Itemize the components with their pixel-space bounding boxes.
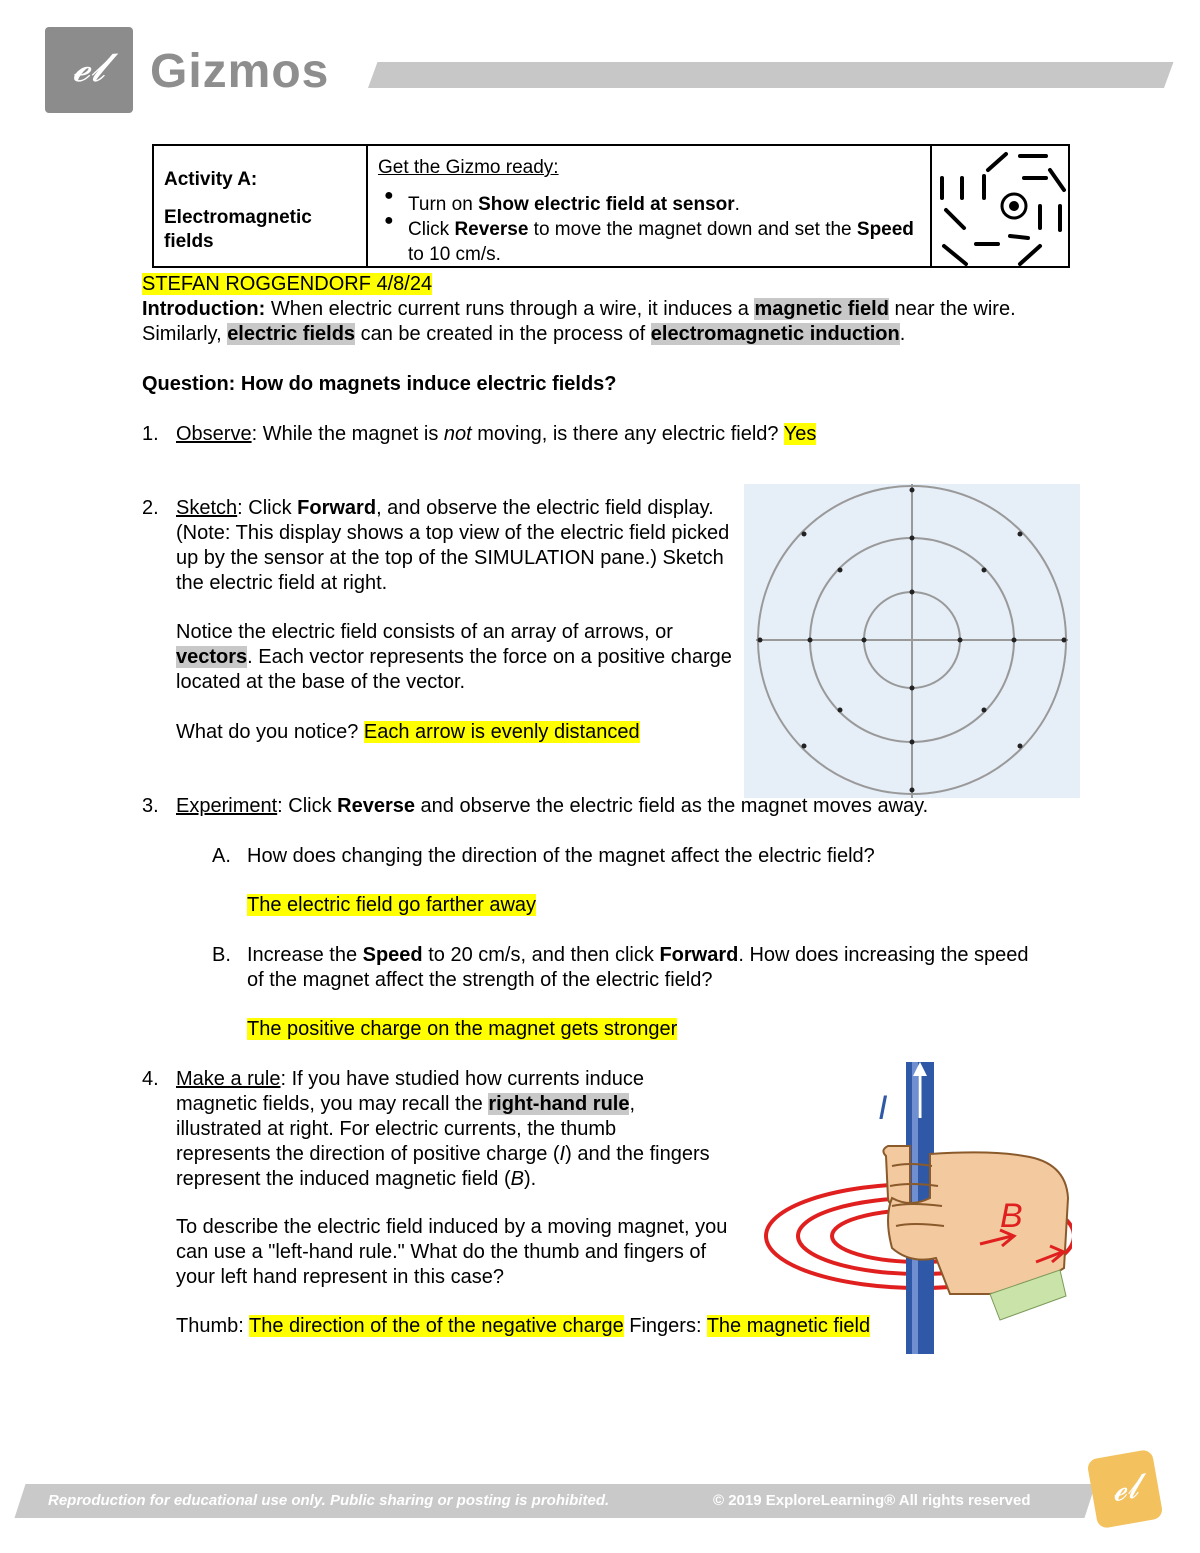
footer-logo: 𝓮𝓵 [1108,1467,1142,1509]
term-magnetic-field: magnetic field [754,298,889,320]
term-vectors: vectors [176,646,248,668]
q4-thumb-answer: The direction of the of the negative charge [249,1315,624,1337]
q4-text: Make a rule: If you have studied how currents induce magnetic fields, you may recall the right-hand rule, illustrated at right. For electric currents, the thumb represents the direction of positive charge (I) and the fingers represent the induced magnetic field (B). [176,1068,710,1190]
ready-heading: Get the Gizmo ready: [378,157,559,178]
activity-title: Activity A: [164,169,258,190]
electric-field-display [744,484,1080,798]
bullet-icon: ● [384,187,394,204]
gizmo-ready-cell [368,146,932,266]
introduction: Introduction: When electric current runs through a wire, it induces a magnetic field near the wire. Similarly, electric fields can be created in the process of electromagnetic induction. [142,298,1016,345]
figure-label-field: B [1000,1197,1023,1235]
term-electric-fields: electric fields [227,323,356,345]
q4-left-hand-rule: To describe the electric field induced by a moving magnet, you can use a "left-hand rule." What do the thumb and fingers of your left hand represent in this case? [176,1216,728,1288]
q3a-answer: The electric field go farther away [247,894,537,916]
bullet-1: Turn on Show electric field at sensor. [408,194,740,215]
q4-fingers-answer: The magnetic field [706,1315,871,1337]
activity-title-cell [154,146,368,266]
activity-subtitle: Electromagnetic fields [164,207,312,252]
q2-answer: Each arrow is evenly distanced [363,721,640,743]
q3a-question: How does changing the direction of the magnet affect the electric field? [247,845,875,867]
bullet-2: Click Reverse to move the magnet down and set the Speed to 10 cm/s. [408,219,914,265]
student-name: STEFAN ROGGENDORF 4/8/24 [142,273,433,295]
explorelearning-logo: 𝓮𝓵 [72,45,106,91]
q3a-letter: A. [212,845,231,867]
brand-title: Gizmos [150,45,330,98]
bullet-icon: ● [384,212,394,229]
main-question: Question: How do magnets induce electric fields? [142,373,617,395]
q4-number: 4. [142,1068,159,1090]
q3b-letter: B. [212,944,231,966]
term-right-hand-rule: right-hand rule [488,1093,630,1115]
q2-vectors-note: Notice the electric field consists of an array of arrows, or vectors. Each vector represents the force on a positive charge located at the base of the vector. [176,621,732,693]
q2-text: Sketch: Click Forward, and observe the electric field display. (Note: This display shows a top view of the electric field picked up by the sensor at the top of the SIMULATION pane.) Sketch the electric field at right. [176,497,730,594]
electric-field-thumbnail-icon [932,146,1068,266]
footer-copyright: © 2019 ExploreLearning® All rights reserved [713,1492,1031,1509]
q1-number: 1. [142,423,159,445]
q3b-question: Increase the Speed to 20 cm/s, and then click Forward. How does increasing the speed of the magnet affect the strength of the electric field? [247,944,1029,991]
q1-text: Observe: While the magnet is not moving, is there any electric field? Yes [176,423,817,445]
q2-number: 2. [142,497,159,519]
q2-notice: What do you notice? Each arrow is evenly distanced [176,721,640,743]
footer-disclaimer: Reproduction for educational use only. Public sharing or posting is prohibited. [48,1492,610,1509]
q3-text: Experiment: Click Reverse and observe the electric field as the magnet moves away. [176,795,929,817]
q3b-answer: The positive charge on the magnet gets stronger [247,1018,678,1040]
q3-number: 3. [142,795,159,817]
activity-table [152,144,1070,268]
right-hand-rule-illustration [760,1058,1072,1358]
figure-label-current: I [878,1089,888,1127]
term-electromagnetic-induction: electromagnetic induction [650,323,900,345]
q4-answers: Thumb: The direction of the of the negative charge Fingers: The magnetic field [176,1315,871,1337]
q1-answer: Yes [783,423,817,445]
header-bar [368,62,1173,88]
